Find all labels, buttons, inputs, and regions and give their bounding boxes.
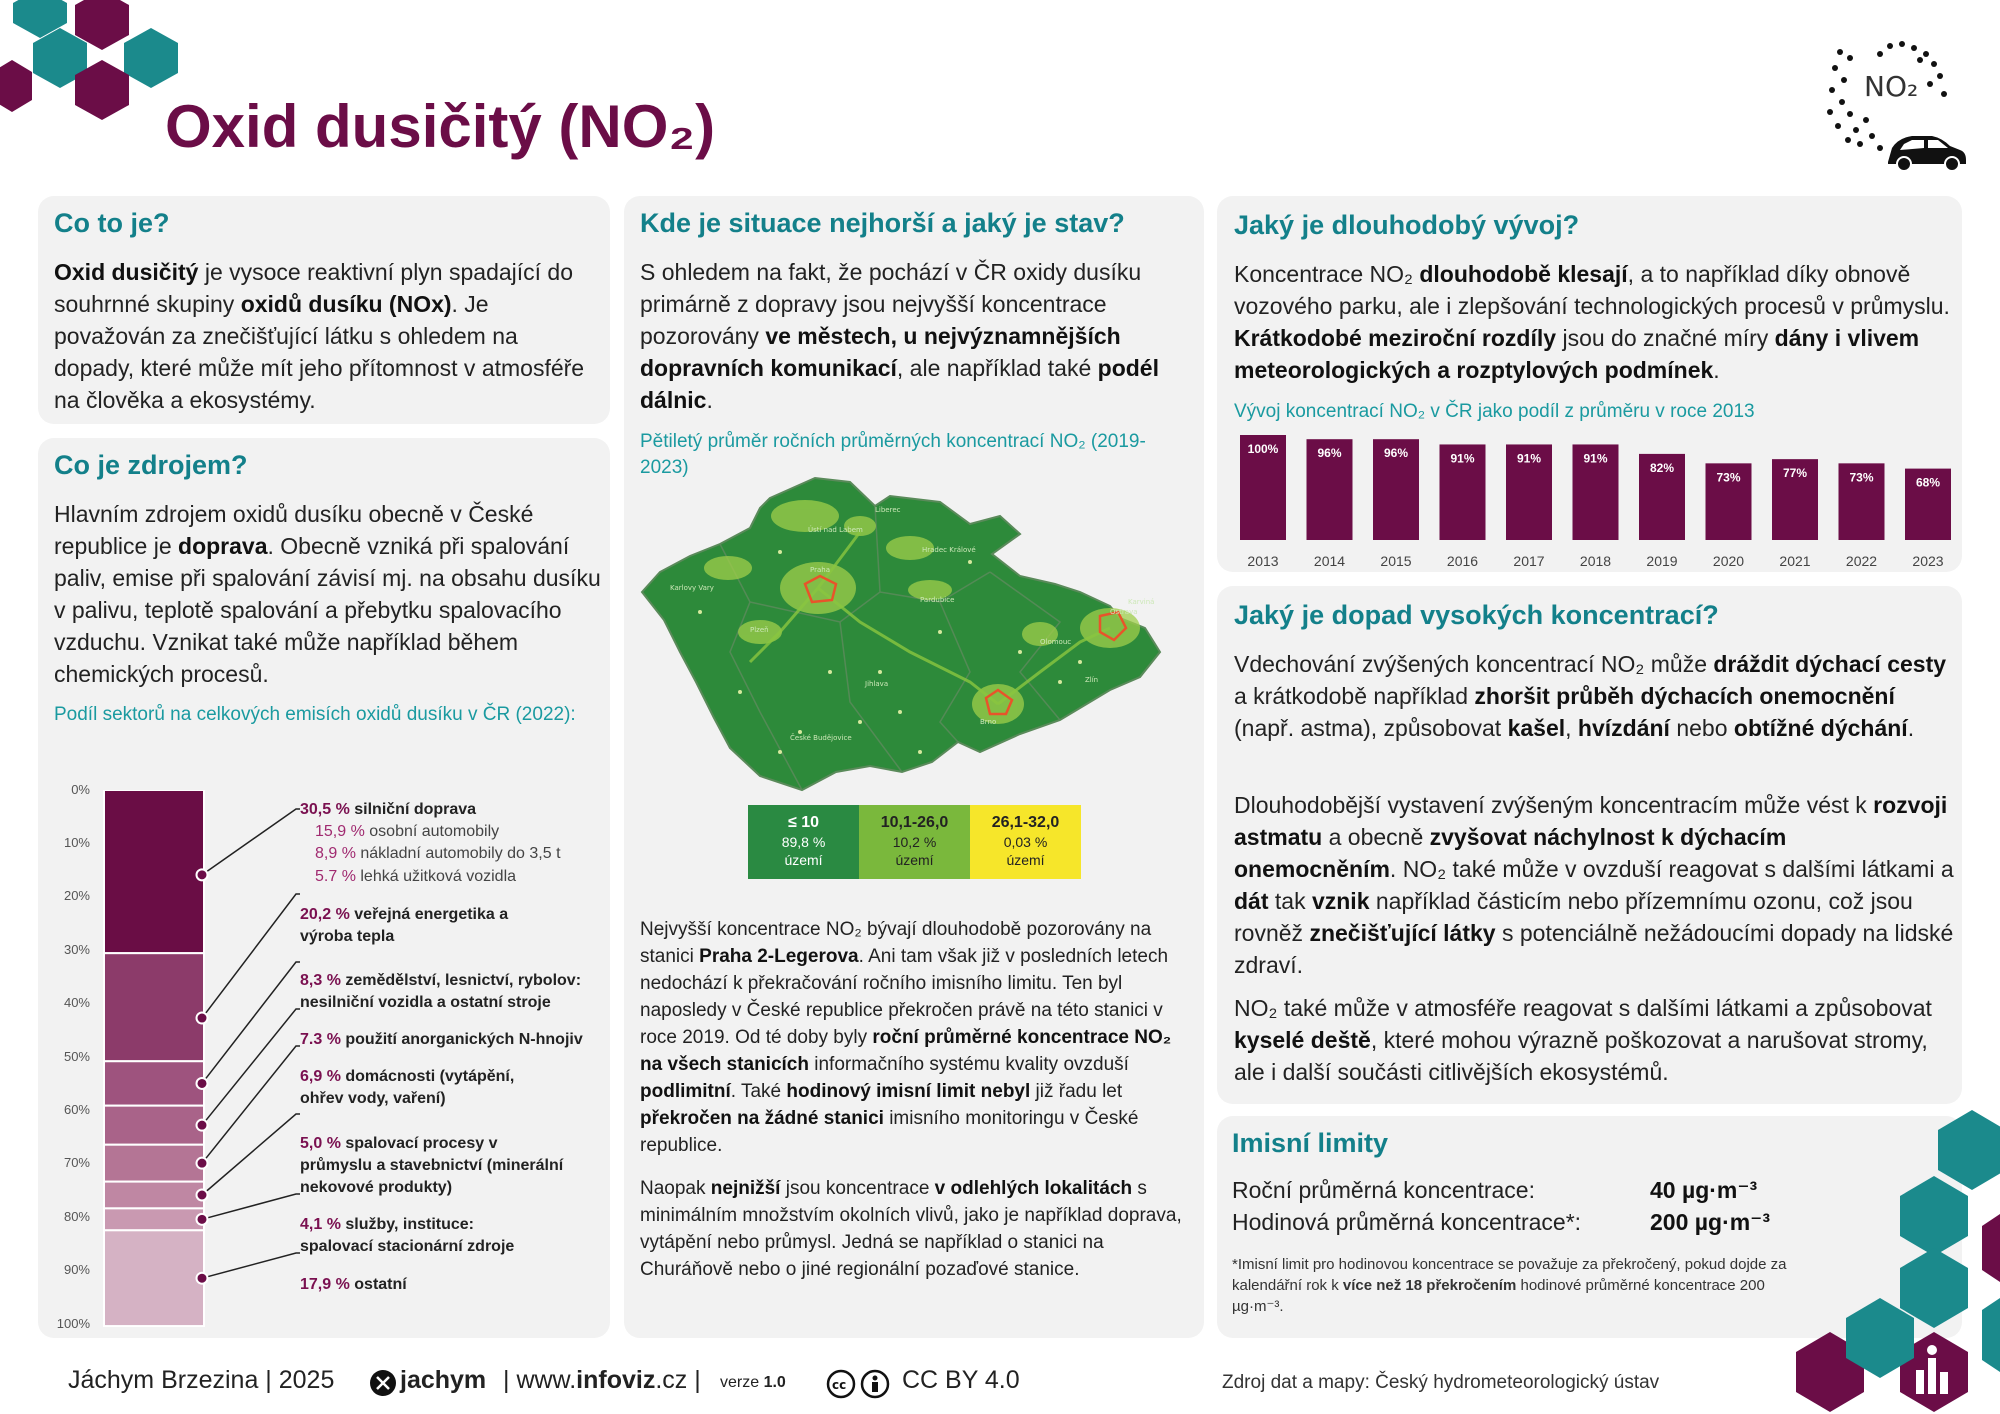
sector-marker-0 [197, 869, 208, 880]
limit-footnote: *Imisní limit pro hodinovou koncentrace se považuje za překročený, pokud dojde za kalendářní rok k více než 18 překročením hodinové průměrné koncentrace 200 µg·m⁻³. [1232, 1256, 1787, 1315]
trend-year-label: 2017 [1513, 553, 1545, 569]
card-heading: Jaký je dlouhodobý vývoj? [1234, 210, 1580, 240]
sector-label-0: 30,5 % silniční doprava [300, 801, 477, 818]
author: Jáchym Brzezina | 2025 [68, 1366, 335, 1394]
map-city-label: Zlín [1085, 676, 1099, 684]
sector-segment-1 [104, 953, 204, 1061]
legend-item-2: 26,1-32,0 0,03 % území [970, 805, 1081, 879]
sector-segment-0 [104, 790, 204, 953]
sector-label-1: 20,2 % veřejná energetika a výroba tepla [300, 906, 509, 945]
ytick-90: 90% [63, 1262, 90, 1277]
ytick-30: 30% [63, 942, 90, 957]
paragraph-min-concentration: Naopak nejnižší jsou koncentrace v odlehlých lokalitách s minimálním množstvím okolních vlivů, jako je například doprava, vytápění nebo průmysl. Jedná se například o stanici na Churáňově nebo o jiné regionální pozaďové stanice. [640, 1178, 1182, 1280]
hexagon-decoration-bottom [1720, 1110, 2000, 1414]
map-city-label: Karlovy Vary [670, 584, 714, 592]
sector-segment-5 [104, 1182, 204, 1209]
sector-marker-4 [197, 1158, 208, 1169]
map-city-label: Plzeň [750, 626, 769, 634]
chart-title: Podíl sektorů na celkových emisích oxidů dusíku v ČR (2022): [54, 704, 576, 725]
sector-sub-2: 5.7 % lehká užitková vozidla [315, 868, 517, 885]
map-city-label: Hradec Králové [922, 546, 976, 554]
trend-value-label: 77% [1782, 466, 1808, 481]
trend-value-label: 91% [1516, 451, 1542, 466]
map-city-label: Praha [810, 566, 830, 574]
trend-year-label: 2015 [1380, 553, 1412, 569]
no2-car-logo [1820, 40, 1970, 170]
legend-item-1: 10,1-26,0 10,2 % území [859, 805, 970, 879]
cc-license-icon [826, 1369, 890, 1399]
paragraph-max-concentration: Nejvyšší koncentrace NO₂ bývají dlouhodobě pozorovány na stanici Praha 2-Legerova. Ani tam však již v posledních letech nedochází k překračování ročního imisního limitu. Ten byl naposledy v České republice překročen právě na této stanici v roce 2019. Od té doby byly roční průměrné koncentrace NO₂ na všech stanicích informačního systému kvality ovzduší podlimitní. Také hodinový imisní limit nebyl již řadu let překročen na žádné stanici imisního monitoringu v České republice. [640, 919, 1172, 1156]
trend-year-label: 2019 [1646, 553, 1678, 569]
sector-label-4: 6,9 % domácnosti (vytápění, ohřev vody, vaření) [300, 1068, 515, 1107]
ytick-40: 40% [63, 995, 90, 1010]
sector-sub-1: 8,9 % nákladní automobily do 3,5 t [315, 845, 561, 862]
logo-text: NO₂ [1864, 70, 1919, 103]
sector-label-3: 7.3 % použití anorganických N-hnojiv [300, 1031, 583, 1048]
card-heading: Kde je situace nejhorší a jaký je stav? [640, 208, 1125, 238]
map-title: Pětiletý průměr ročních průměrných koncentrací NO₂ (2019-2023) [640, 431, 1146, 478]
sector-marker-6 [197, 1214, 208, 1225]
no2-concentration-map [640, 472, 1180, 792]
sector-segment-4 [104, 1145, 204, 1182]
x-logo-icon [370, 1370, 396, 1396]
trend-year-label: 2021 [1779, 553, 1811, 569]
map-city-label: Pardubice [920, 596, 955, 604]
sector-marker-7 [197, 1273, 208, 1284]
limit-annual-value: 40 µg·m⁻³ [1650, 1177, 1758, 1203]
legend-item-0: ≤ 10 89,8 % území [748, 805, 859, 879]
trend-value-label: 68% [1915, 475, 1941, 490]
map-city-label: Liberec [875, 506, 901, 514]
sector-marker-1 [197, 1013, 208, 1024]
sector-leader-line-7 [202, 1253, 300, 1278]
sector-leader-line-3 [202, 1009, 300, 1125]
version-label: verze 1.0 [720, 1374, 786, 1391]
sector-leader-line-6 [202, 1194, 300, 1219]
sector-leader-line-1 [202, 894, 300, 1018]
sector-label-7: 17,9 % ostatní [300, 1276, 407, 1293]
ytick-10: 10% [63, 835, 90, 850]
trend-year-label: 2020 [1712, 553, 1745, 569]
svg-text:cc: cc [832, 1378, 847, 1392]
sector-sub-0: 15,9 % osobní automobily [315, 823, 500, 840]
page-title: Oxid dusičitý (NO₂) [165, 93, 716, 160]
social-handle[interactable]: jachym [400, 1366, 487, 1394]
ytick-20: 20% [63, 888, 90, 903]
sector-segment-6 [104, 1208, 204, 1230]
sector-marker-2 [197, 1078, 208, 1089]
sector-marker-3 [197, 1120, 208, 1131]
trend-year-label: 2022 [1845, 553, 1878, 569]
sector-label-6: 4,1 % služby, instituce: spalovací stacionární zdroje [300, 1216, 515, 1255]
limit-hourly-label: Hodinová průměrná koncentrace*: [1232, 1209, 1582, 1235]
ytick-100: 100% [56, 1316, 90, 1331]
sector-leader-line-5 [202, 1114, 300, 1195]
trend-value-label: 73% [1849, 470, 1874, 485]
map-city-label: Karviná [1128, 598, 1155, 606]
card-heading: Jaký je dopad vysokých koncentrací? [1234, 600, 1719, 630]
card-heading: Co to je? [54, 208, 170, 238]
map-city-label: České Budějovice [790, 734, 852, 742]
sector-segment-3 [104, 1106, 204, 1145]
sector-label-5: 5,0 % spalovací procesy v průmyslu a stavebnictví (minerální nekovové produkty) [300, 1135, 564, 1196]
card-text: Oxid dusičitý je vysoce reaktivní plyn spadající do souhrnné skupiny oxidů dusíku (NOx). Je považován za znečišťující látku s ohledem na dopady, které může mít jeho přítomnost v atmosféře na člověka a ekosystémy. [54, 259, 585, 413]
card-text: Koncentrace NO₂ dlouhodobě klesají, a to například díky obnově vozového parku, ale i zlepšování technologických procesů v průmyslu. Krátkodobé meziroční rozdíly jsou do značné míry dány i vlivem meteorologických a rozptylových podmínek. [1234, 261, 1950, 383]
trend-year-label: 2016 [1446, 553, 1479, 569]
card-text: Vdechování zvýšených koncentrací NO₂ může dráždit dýchací cesty a krátkodobě například zhoršit průběh dýchacích onemocnění (např. astma), způsobovat kašel, hvízdání nebo obtížné dýchání. [1234, 651, 1947, 741]
card-text: Dlouhodobější vystavení zvýšeným koncentracím může vést k rozvoji astmatu a obecně zvyšovat náchylnost k dýchacím onemocněním. NO₂ také může v ovzduší reagovat s dalšími látkami a dát tak vznik například částicím nebo přízemnímu ozonu, což jsou rovněž znečišťující látky s potenciálně nežádoucími dopady na lidské zdraví. [1234, 792, 1954, 978]
map-city-label: Olomouc [1040, 638, 1072, 646]
data-source: Zdroj dat a mapy: Český hydrometeorologický ústav [1222, 1372, 1660, 1393]
trend-year-label: 2023 [1912, 553, 1944, 569]
map-city-label: Brno [980, 718, 997, 726]
sector-label-2: 8,3 % zemědělství, lesnictví, rybolov: nesilniční vozidla a ostatní stroje [300, 972, 582, 1011]
sector-leader-line-0 [202, 809, 300, 875]
ytick-60: 60% [63, 1102, 90, 1117]
ytick-80: 80% [63, 1209, 90, 1224]
limit-annual-label: Roční průměrná koncentrace: [1232, 1177, 1535, 1203]
sector-marker-5 [197, 1189, 208, 1200]
trend-value-label: 91% [1583, 451, 1608, 466]
license-text: CC BY 4.0 [902, 1366, 1020, 1394]
trend-value-label: 82% [1649, 460, 1675, 475]
trend-value-label: 100% [1247, 442, 1279, 456]
trend-bar-chart [1236, 430, 1956, 572]
card-text: Hlavním zdrojem oxidů dusíku obecně v České republice je doprava. Obecně vzniká při spalování paliv, emise při spalování závisí mj. na obsahu dusíku v palivu, teplotě spalování a přebytku spalovacího vzduchu. Vznikat také může například během chemických procesů. [54, 501, 601, 687]
ytick-0: 0% [71, 782, 90, 797]
card-heading: Imisní limity [1232, 1128, 1389, 1158]
trend-value-label: 73% [1716, 470, 1741, 485]
ytick-50: 50% [63, 1049, 90, 1064]
map-city-label: Jihlava [865, 680, 889, 688]
limit-hourly-value: 200 µg·m⁻³ [1650, 1209, 1770, 1235]
trend-year-label: 2018 [1579, 553, 1612, 569]
trend-value-label: 91% [1450, 451, 1475, 466]
trend-year-label: 2013 [1247, 553, 1279, 569]
trend-year-label: 2014 [1313, 553, 1346, 569]
trend-value-label: 96% [1383, 446, 1409, 461]
sector-segment-7 [104, 1230, 204, 1326]
car-icon [1888, 136, 1966, 170]
chart-title: Vývoj koncentrací NO₂ v ČR jako podíl z průměru v roce 2013 [1234, 401, 1755, 422]
trend-value-label: 96% [1317, 446, 1342, 461]
map-city-label: Ústí nad Labem [808, 526, 863, 534]
map-city-label: Ostrava [1110, 608, 1138, 616]
ytick-70: 70% [63, 1155, 90, 1170]
card-text: NO₂ také může v atmosféře reagovat s dalšími látkami a způsobovat kyselé deště, které mohou výrazně poškozovat a narušovat stromy, ale i další součásti citlivějších ekosystémů. [1234, 995, 1932, 1085]
sector-segment-2 [104, 1061, 204, 1105]
card-text: S ohledem na fakt, že pochází v ČR oxidy dusíku primárně z dopravy jsou nejvyšší koncentrace pozorovány ve městech, u nejvýznamnějších dopravních komunikací, ale například také podél dálnic. [640, 259, 1159, 413]
website-link[interactable]: | www.infoviz.cz | [503, 1366, 701, 1394]
card-heading: Co je zdrojem? [54, 450, 248, 480]
